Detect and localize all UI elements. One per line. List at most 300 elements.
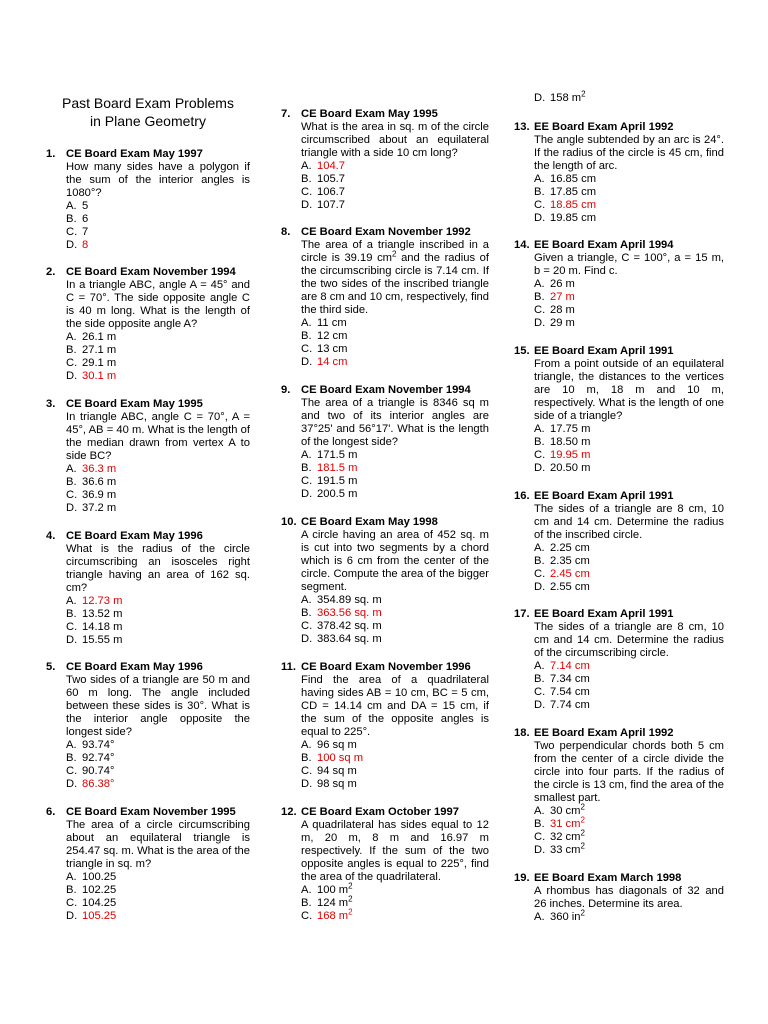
problem-cont [514, 89, 724, 105]
choice-letter: A. [301, 739, 312, 751]
problem-number: 1. [46, 148, 56, 160]
superscript-2: 2 [348, 894, 353, 904]
choice-letter: D. [534, 581, 546, 593]
choice-letter: D. [534, 844, 546, 856]
answer-choice [66, 357, 250, 370]
choice-letter: B. [66, 213, 77, 225]
choice-letter: A. [66, 871, 77, 883]
problem-source: CE Board Exam November 1996 [301, 661, 471, 673]
answer-choice [301, 475, 489, 488]
answer-choice-correct [301, 160, 489, 173]
problem-question: The area of a triangle inscribed in a circle is 39.19 $cm^2$ and the radius of the circumscribing circle is 7.14 cm. If the two sides of the inscribed triangle are 8 cm and 10 cm, respectively, find the third side. [301, 239, 490, 316]
title-line-2: in Plane Geometry [90, 113, 206, 129]
choice-letter: B. [301, 173, 312, 185]
problem-4 [46, 530, 250, 647]
choice-value: 31 $cm^2$ [550, 815, 585, 830]
choice-value: 124 $m^2$ [317, 894, 353, 909]
problem-source: CE Board Exam November 1994 [301, 384, 471, 396]
answer-choice [301, 317, 489, 330]
answer-choice [66, 871, 250, 884]
answer-choice [301, 881, 489, 897]
answer-choice-correct [66, 239, 250, 252]
choice-letter: B. [534, 673, 545, 685]
choice-value: 90.74° [82, 765, 115, 777]
choice-letter: C. [66, 226, 78, 238]
choice-letter: B. [534, 291, 545, 303]
choice-value: 2.55 cm [550, 581, 590, 593]
choice-value: 15.55 m [82, 634, 123, 646]
problem-question: A circle having an area of 452 sq. m is cut into two segments by a chord which is 6 cm from the center of the circle. Compute the area of the bigger segment. [301, 529, 489, 593]
choice-letter: B. [534, 555, 545, 567]
choice-value: 2.35 cm [550, 555, 590, 567]
problem-source: CE Board Exam May 1996 [66, 661, 203, 673]
answer-choice [301, 186, 489, 199]
problem-15 [514, 345, 724, 475]
answer-choice-correct [301, 752, 489, 765]
superscript-2: 2 [580, 802, 585, 812]
answer-choice-correct [66, 370, 250, 383]
problem-source: CE Board Exam May 1995 [66, 398, 203, 410]
choice-value: 27 m [550, 291, 575, 303]
answer-choice-correct [66, 463, 250, 476]
answer-choice-correct [301, 907, 489, 923]
choice-letter: A. [534, 660, 545, 672]
choice-letter: A. [534, 278, 545, 290]
problem-question: Two sides of a triangle are 50 m and 60 m long. The angle included between these sides is 30°. What is the interior angle opposite the longest side? [66, 674, 250, 738]
choice-value: 100.25 [82, 871, 117, 883]
choice-letter: A. [301, 317, 312, 329]
problem-7 [281, 108, 489, 212]
choice-value: 96 sq m [317, 739, 357, 751]
choice-letter: D. [66, 910, 78, 922]
choice-letter: D. [66, 239, 78, 251]
problem-question: A quadrilateral has sides equal to 12 m, 20 m, 8 m and 16.97 m respectively. If the sum of the two opposite angles is equal to 225°, find the area of the quadrilateral. [301, 819, 489, 883]
choice-letter: D. [301, 199, 313, 211]
problem-question: In a triangle ABC, angle A = 45° and C = 70°. The side opposite angle C is 40 m long. What is the length of the side opposite angle A? [66, 279, 250, 330]
answer-choice-correct [534, 449, 724, 462]
choice-value: 8 [82, 239, 89, 251]
answer-choice [534, 555, 724, 568]
problem-number: 9. [281, 384, 291, 396]
choice-letter: C. [301, 620, 313, 632]
choice-value: 13.52 m [82, 608, 123, 620]
problem-source: EE Board Exam April 1991 [534, 345, 674, 357]
choice-value: 7.54 cm [550, 686, 590, 698]
answer-choice [534, 581, 724, 594]
answer-choice [301, 594, 489, 607]
choice-value: 100 sq m [317, 752, 364, 764]
answer-choice [534, 542, 724, 555]
page-title [48, 94, 248, 130]
choice-value: 92.74° [82, 752, 115, 764]
problem-number: 4. [46, 530, 56, 542]
answer-choice-correct [66, 910, 250, 923]
choice-value: 383.64 sq. m [317, 633, 382, 645]
choice-value: 104.7 [317, 160, 345, 172]
choice-letter: B. [301, 897, 312, 909]
choice-letter: A. [66, 739, 77, 751]
choice-letter: B. [534, 436, 545, 448]
answer-choice [534, 908, 724, 924]
answer-choice [534, 673, 724, 686]
problem-number: 5. [46, 661, 56, 673]
problem-number: 3. [46, 398, 56, 410]
choice-value: 12 cm [317, 330, 348, 342]
choice-value: 30.1 m [82, 370, 117, 382]
choice-value: 36.6 m [82, 476, 117, 488]
choice-value: 181.5 m [317, 462, 358, 474]
choice-value: 14 cm [317, 356, 348, 368]
problem-number: 14. [514, 239, 530, 251]
choice-value: 107.7 [317, 199, 345, 211]
choice-letter: A. [534, 911, 545, 923]
problem-source: EE Board Exam April 1992 [534, 121, 674, 133]
answer-choice [534, 186, 724, 199]
answer-choice [534, 802, 724, 818]
problem-source: CE Board Exam May 1998 [301, 516, 438, 528]
problem-question: The area of a circle circumscribing about an equilateral triangle is 254.47 sq. m. What is the area of the triangle in sq. m? [66, 819, 250, 870]
choice-value: 86.38° [82, 778, 115, 790]
choice-letter: D. [301, 488, 313, 500]
answer-choice-correct [534, 291, 724, 304]
answer-choice [534, 841, 724, 857]
problem-3 [46, 398, 250, 515]
choice-letter: C. [534, 686, 546, 698]
choice-value: 32 $cm^2$ [550, 828, 585, 843]
choice-value: 93.74° [82, 739, 115, 751]
answer-choice [301, 330, 489, 343]
choice-letter: C. [66, 897, 78, 909]
choice-letter: C. [66, 765, 78, 777]
choice-value: 105.7 [317, 173, 345, 185]
choice-value: 13 cm [317, 343, 348, 355]
superscript-2: 2 [580, 908, 585, 918]
choice-value: 17.85 cm [550, 186, 597, 198]
problem-12 [281, 806, 489, 923]
answer-choice [534, 828, 724, 844]
choice-value: 19.95 m [550, 449, 591, 461]
problem-14 [514, 239, 724, 330]
choice-value: 29.1 m [82, 357, 117, 369]
problem-8 [281, 226, 489, 369]
answer-choice [66, 765, 250, 778]
choice-letter: A. [534, 805, 545, 817]
problem-number: 10. [281, 516, 297, 528]
problem-question: Given a triangle, C = 100°, a = 15 m, b = 20 m. Find c. [534, 252, 724, 277]
answer-choice [534, 462, 724, 475]
choice-letter: C. [534, 831, 546, 843]
problem-question: Two perpendicular chords both 5 cm from the center of a circle divide the circle into four parts. If the radius of the circle is 13 cm, find the area of the smallest part. [534, 740, 724, 804]
choice-value: 12.73 m [82, 595, 123, 607]
choice-letter: A. [534, 542, 545, 554]
choice-value: 26 m [550, 278, 575, 290]
choice-value: 37.2 m [82, 502, 117, 514]
choice-letter: A. [534, 423, 545, 435]
problem-19 [514, 872, 724, 924]
choice-value: 104.25 [82, 897, 117, 909]
choice-value: 105.25 [82, 910, 117, 922]
problem-number: 2. [46, 266, 56, 278]
answer-choice [66, 476, 250, 489]
choice-value: 28 m [550, 304, 575, 316]
title-line-1: Past Board Exam Problems [62, 95, 234, 111]
problem-1 [46, 148, 250, 252]
problem-question: From a point outside of an equilateral triangle, the distances to the vertices are 10 m, 18 m and 10 m, respectively. What is the length of one side of a triangle? [534, 358, 724, 422]
problem-source: CE Board Exam May 1997 [66, 148, 203, 160]
choice-value: 26.1 m [82, 331, 117, 343]
choice-letter: B. [66, 608, 77, 620]
problem-source: EE Board Exam April 1992 [534, 727, 674, 739]
problem-question: The area of a triangle is 8346 sq m and two of its interior angles are 37°25' and 56°17'. What is the length of the longest side? [301, 397, 489, 448]
choice-value: 29 m [550, 317, 575, 329]
problem-number: 17. [514, 608, 530, 620]
choice-value: 2.45 cm [550, 568, 590, 580]
answer-choice [534, 699, 724, 712]
answer-choice [66, 634, 250, 647]
choice-value: 16.85 cm [550, 173, 597, 185]
answer-choice [301, 620, 489, 633]
choice-value: 168 $m^2$ [317, 907, 353, 922]
choice-letter: A. [534, 173, 545, 185]
choice-letter: A. [66, 200, 77, 212]
choice-letter: C. [301, 186, 313, 198]
answer-choice [66, 489, 250, 502]
problem-source: CE Board Exam May 1996 [66, 530, 203, 542]
choice-letter: C. [301, 910, 313, 922]
superscript-2: 2 [348, 907, 353, 917]
answer-choice [534, 278, 724, 291]
answer-choice [66, 344, 250, 357]
answer-choice-correct [534, 568, 724, 581]
problem-question: The sides of a triangle are 8 cm, 10 cm and 14 cm. Determine the radius of the circumscribing circle. [534, 621, 724, 659]
superscript-2: 2 [581, 89, 586, 99]
choice-letter: D. [66, 370, 78, 382]
answer-choice [534, 304, 724, 317]
problem-number: 18. [514, 727, 530, 739]
choice-letter: B. [66, 476, 77, 488]
choice-value: 19.85 cm [550, 212, 597, 224]
choice-value: 30 $cm^2$ [550, 802, 585, 817]
answer-choice [534, 436, 724, 449]
choice-letter: A. [301, 449, 312, 461]
answer-choice [534, 317, 724, 330]
answer-choice [534, 423, 724, 436]
choice-value: 27.1 m [82, 344, 117, 356]
problem-number: 12. [281, 806, 297, 818]
answer-choice [66, 897, 250, 910]
answer-choice [301, 765, 489, 778]
choice-letter: B. [66, 884, 77, 896]
problem-source: CE Board Exam November 1992 [301, 226, 471, 238]
answer-choice [66, 226, 250, 239]
choice-letter: A. [301, 884, 312, 896]
choice-letter: B. [534, 186, 545, 198]
problem-9 [281, 384, 489, 501]
answer-choice-correct [534, 815, 724, 831]
choice-letter: B. [301, 330, 312, 342]
answer-choice [66, 884, 250, 897]
choice-letter: D. [66, 634, 78, 646]
choice-letter: B. [66, 752, 77, 764]
choice-letter: A. [301, 160, 312, 172]
answer-choice [66, 621, 250, 634]
choice-letter: C. [534, 304, 546, 316]
choice-letter: D. [66, 502, 78, 514]
answer-choice [66, 331, 250, 344]
choice-value: 354.89 sq. m [317, 594, 382, 606]
superscript-2: 2 [580, 841, 585, 851]
superscript-2: 2 [580, 815, 585, 825]
choice-letter: C. [66, 357, 78, 369]
problem-source: EE Board Exam April 1991 [534, 490, 674, 502]
choice-value: 94 sq m [317, 765, 357, 777]
problem-question: The angle subtended by an arc is 24°. If the radius of the circle is 45 cm, find the length of arc. [534, 134, 724, 172]
problem-6 [46, 806, 250, 923]
choice-letter: C. [66, 489, 78, 501]
answer-choice-correct [301, 607, 489, 620]
answer-choice [66, 200, 250, 213]
choice-letter: D. [534, 92, 546, 104]
choice-value: 2.25 cm [550, 542, 590, 554]
choice-letter: D. [534, 317, 546, 329]
superscript-2: 2 [348, 881, 353, 891]
problem-source: EE Board Exam April 1994 [534, 239, 674, 251]
choice-value: 7.74 cm [550, 699, 590, 711]
problem-number: 16. [514, 490, 530, 502]
superscript-2: 2 [392, 249, 397, 259]
choice-letter: D. [534, 212, 546, 224]
choice-value: 171.5 m [317, 449, 358, 461]
choice-letter: C. [534, 568, 546, 580]
choice-value: 378.42 sq. m [317, 620, 382, 632]
choice-value: 20.50 m [550, 462, 591, 474]
answer-choice-correct [301, 462, 489, 475]
choice-letter: D. [301, 778, 313, 790]
choice-letter: C. [301, 343, 313, 355]
choice-value: 7.34 cm [550, 673, 590, 685]
problem-source: CE Board Exam November 1994 [66, 266, 236, 278]
problem-question: The sides of a triangle are 8 cm, 10 cm and 14 cm. Determine the radius of the inscribed circle. [534, 503, 724, 541]
superscript-2: 2 [580, 828, 585, 838]
choice-letter: D. [534, 699, 546, 711]
problem-13 [514, 121, 724, 225]
choice-value: 158 $m^2$ [550, 89, 586, 104]
problem-question: What is the radius of the circle circumscribing an isosceles right triangle having an area of 162 sq. cm? [66, 543, 250, 594]
answer-choice [301, 633, 489, 646]
problem-source: CE Board Exam May 1995 [301, 108, 438, 120]
problem-question: What is the area in sq. m of the circle circumscribed about an equilateral triangle with a side 10 cm long? [301, 121, 489, 159]
problem-16 [514, 490, 724, 594]
choice-letter: D. [534, 462, 546, 474]
choice-value: 360 $in^2$ [550, 908, 585, 923]
choice-letter: B. [66, 344, 77, 356]
choice-value: 6 [82, 213, 89, 225]
choice-value: 18.85 cm [550, 199, 597, 211]
answer-choice [66, 608, 250, 621]
problem-source: EE Board Exam March 1998 [534, 872, 682, 884]
choice-letter: B. [534, 818, 545, 830]
choice-value: 17.75 m [550, 423, 591, 435]
answer-choice [66, 739, 250, 752]
answer-choice [301, 173, 489, 186]
problem-number: 13. [514, 121, 530, 133]
answer-choice [301, 343, 489, 356]
problem-question: In triangle ABC, angle C = 70°, A = 45°, AB = 40 m. What is the length of the median drawn from vertex A to side BC? [66, 411, 250, 462]
choice-letter: D. [66, 778, 78, 790]
choice-value: 100 $m^2$ [317, 881, 353, 896]
answer-choice-correct [301, 356, 489, 369]
answer-choice [534, 89, 724, 105]
choice-value: 102.25 [82, 884, 117, 896]
answer-choice [301, 778, 489, 791]
answer-choice-correct [534, 199, 724, 212]
answer-choice [301, 488, 489, 501]
problem-source: EE Board Exam April 1991 [534, 608, 674, 620]
choice-letter: B. [301, 462, 312, 474]
problem-number: 8. [281, 226, 291, 238]
problem-number: 7. [281, 108, 291, 120]
choice-value: 36.9 m [82, 489, 117, 501]
choice-letter: B. [301, 607, 312, 619]
answer-choice-correct [66, 595, 250, 608]
answer-choice [66, 213, 250, 226]
choice-value: 14.18 m [82, 621, 123, 633]
answer-choice [66, 502, 250, 515]
choice-value: 98 sq m [317, 778, 357, 790]
problem-18 [514, 727, 724, 857]
answer-choice [534, 212, 724, 225]
choice-letter: B. [301, 752, 312, 764]
problem-number: 11. [281, 661, 296, 673]
answer-choice [534, 173, 724, 186]
choice-letter: A. [66, 331, 77, 343]
choice-value: 33 $cm^2$ [550, 841, 585, 856]
choice-letter: D. [301, 633, 313, 645]
problem-question: A rhombus has diagonals of 32 and 26 inches. Determine its area. [534, 885, 724, 910]
problem-question: How many sides have a polygon if the sum of the interior angles is 1080°? [66, 161, 250, 199]
choice-value: 106.7 [317, 186, 345, 198]
answer-choice [301, 739, 489, 752]
problem-17 [514, 608, 724, 712]
choice-value: 5 [82, 200, 89, 212]
problem-5 [46, 661, 250, 791]
answer-choice [534, 686, 724, 699]
choice-value: 11 cm [317, 317, 347, 329]
choice-letter: D. [301, 356, 313, 368]
answer-choice [301, 449, 489, 462]
choice-value: 36.3 m [82, 463, 117, 475]
choice-value: 191.5 m [317, 475, 358, 487]
choice-letter: A. [301, 594, 312, 606]
problem-10 [281, 516, 489, 646]
choice-letter: A. [66, 463, 77, 475]
problem-number: 6. [46, 806, 56, 818]
choice-letter: C. [534, 449, 546, 461]
problem-2 [46, 266, 250, 383]
choice-letter: C. [301, 475, 313, 487]
choice-letter: A. [66, 595, 77, 607]
choice-value: 18.50 m [550, 436, 591, 448]
choice-value: 7 [82, 226, 89, 238]
choice-letter: C. [66, 621, 78, 633]
answer-choice [66, 752, 250, 765]
answer-choice [301, 894, 489, 910]
choice-letter: C. [301, 765, 313, 777]
choice-letter: C. [534, 199, 546, 211]
problem-source: CE Board Exam October 1997 [301, 806, 459, 818]
choice-value: 363.56 sq. m [317, 607, 382, 619]
choice-value: 7.14 cm [550, 660, 590, 672]
